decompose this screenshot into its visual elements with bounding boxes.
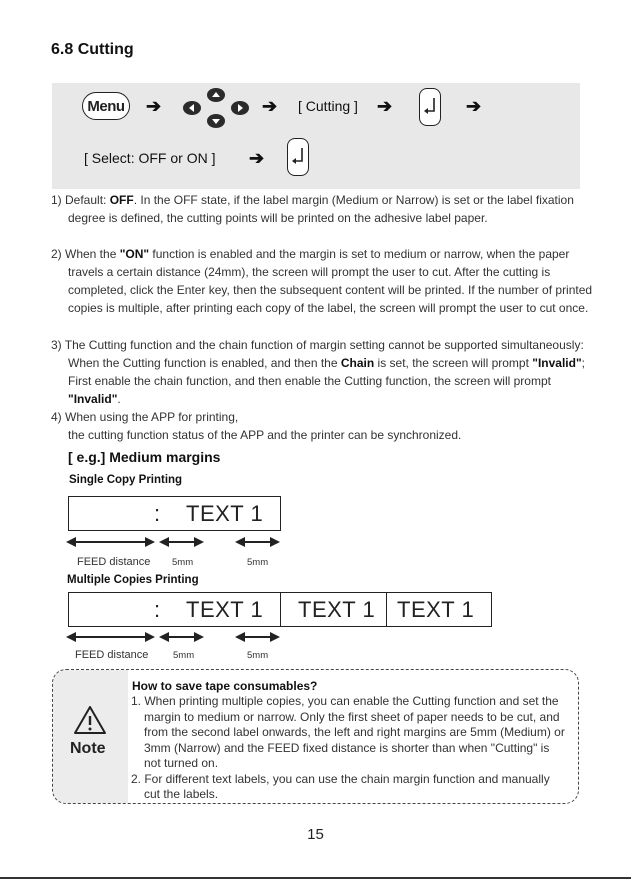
label-colon: : bbox=[154, 501, 161, 526]
item-4 bbox=[51, 408, 586, 444]
select-option: [ Select: OFF or ON ] bbox=[84, 150, 216, 166]
label-text: TEXT 1 bbox=[186, 501, 264, 526]
multiple-copies-title: Multiple Copies Printing bbox=[67, 574, 199, 586]
margin-5mm-label: 5mm bbox=[172, 557, 194, 568]
arrow-right-icon: ➔ bbox=[466, 96, 482, 116]
arrow-right-icon: ➔ bbox=[262, 96, 278, 116]
item-4-line-1: 4) When using the APP for printing, bbox=[51, 410, 239, 424]
feed-distance-label: FEED distance bbox=[77, 556, 151, 568]
note-title: How to save tape consumables? bbox=[132, 679, 318, 693]
note-point-1: 1. When printing multiple copies, you can enable the Cutting function and set the margin to medium or narrow. Only the first sheet of paper needs to be cut, and from the second label onwards, the left and right margins are 5mm (Medium) or 3mm (Narrow) and the FEED fixed distance is shorter than when "Cutting" is not turned on. bbox=[131, 694, 565, 770]
cutting-menu-item: [ Cutting ] bbox=[298, 98, 358, 114]
item-3: 3) The Cutting function and the chain function of margin setting cannot be supported simultaneously: When the Cutting function is enabled, and then the Chain is set, the screen will prompt "Invalid"; First enable the chain function, and then enable the Cutting function, the screen will prompt "Invalid". bbox=[51, 338, 585, 406]
margin-5mm-label: 5mm bbox=[247, 557, 269, 568]
margin-5mm-label: 5mm bbox=[247, 650, 269, 661]
item-2: 2) When the "ON" function is enabled and the margin is set to medium or narrow, when the paper travels a certain distance (24mm), the screen will prompt the user to cut. After the cutting is completed, click the Enter key, then the subsequent content will be printed. If the number of printed copies is multiple, after printing each copy of the label, the screen will prompt the user to cut once. bbox=[51, 247, 593, 315]
feed-distance-label: FEED distance bbox=[75, 649, 149, 661]
item-1: 1) Default: OFF. In the OFF state, if the label margin (Medium or Narrow) is set or the label fixation degree is defined, the cutting points will be printed on the adhesive label paper. bbox=[51, 193, 574, 225]
enter-key-icon bbox=[287, 138, 309, 176]
warning-icon bbox=[73, 705, 107, 735]
note-point-2: 2. For different text labels, you can use the chain margin function and manually cut the labels. bbox=[131, 771, 550, 801]
label-text: TEXT 1 bbox=[298, 597, 376, 622]
item-4-line-2: the cutting function status of the APP and the printer can be synchronized. bbox=[68, 428, 462, 442]
label-colon: : bbox=[154, 597, 161, 622]
enter-key-icon bbox=[419, 88, 441, 126]
footer-rule bbox=[0, 877, 631, 879]
note-label: Note bbox=[70, 740, 106, 757]
label-text: TEXT 1 bbox=[397, 597, 475, 622]
dpad-icon bbox=[183, 86, 249, 130]
margin-5mm-label: 5mm bbox=[173, 650, 195, 661]
dimension-arrows-icon bbox=[66, 534, 286, 550]
example-heading: [ e.g.] Medium margins bbox=[68, 449, 221, 465]
single-copy-title: Single Copy Printing bbox=[69, 474, 183, 486]
arrow-right-icon: ➔ bbox=[377, 96, 393, 116]
label-divider bbox=[386, 592, 387, 627]
note-body bbox=[131, 694, 569, 803]
dimension-arrows-icon bbox=[66, 629, 286, 645]
menu-key: Menu bbox=[82, 92, 130, 120]
page-number: 15 bbox=[307, 826, 324, 843]
label-divider bbox=[280, 592, 281, 627]
label-text: TEXT 1 bbox=[186, 597, 264, 622]
arrow-right-icon: ➔ bbox=[249, 148, 265, 168]
arrow-right-icon: ➔ bbox=[146, 96, 162, 116]
section-title: 6.8 Cutting bbox=[51, 41, 134, 58]
